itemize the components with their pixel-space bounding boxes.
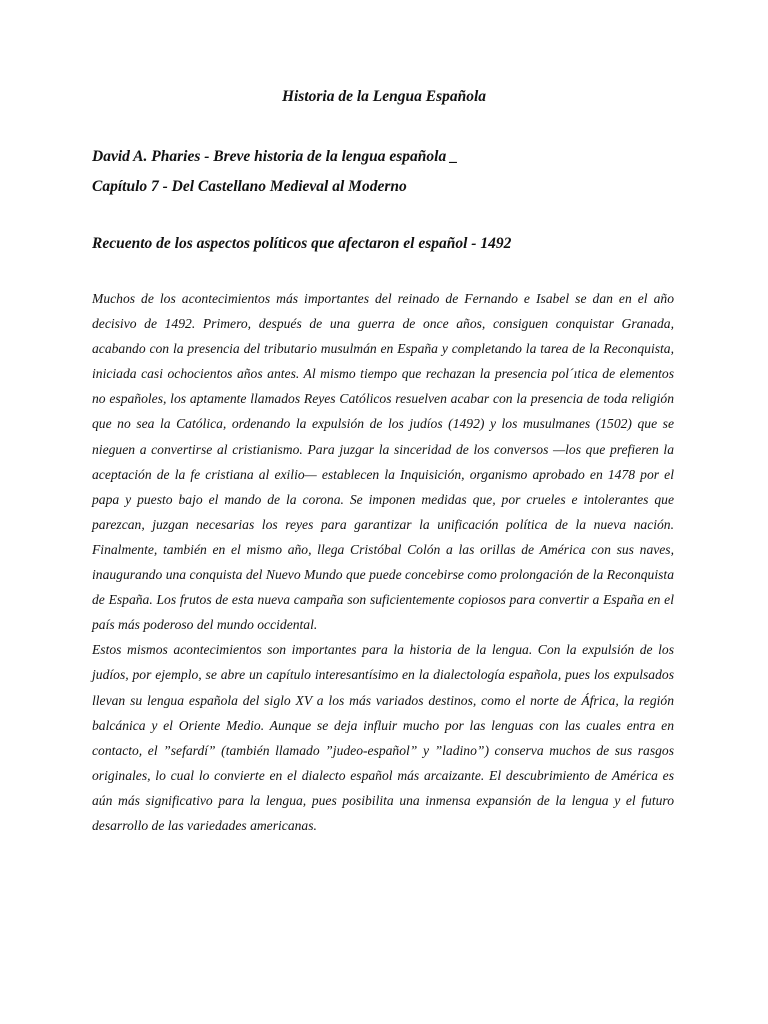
body-text	[92, 286, 674, 838]
document-title: Historia de la Lengua Española	[281, 88, 487, 105]
paragraph-1: Muchos de los acontecimientos más importantes del reinado de Fernando e Isabel se dan en el año decisivo de 1492. Primero, después de una guerra de once años, consiguen conquistar Granada, acabando con la presencia del tributario musulmán en España y completando la tarea de la Reconquista, iniciada casi ochocientos años antes. Al mismo tiempo que rechazan la presencia pol´ıtica de elementos no españoles, los aptamente llamados Reyes Católicos resuelven acabar con la presencia de toda religión que no sea la Católica, ordenando la expulsión de los judíos (1492) y los musulmanes (1502) que se nieguen a convertirse al cristianismo. Para juzgar la sinceridad de los conversos —los que prefieren la aceptación de la fe cristiana al exilio— establecen la Inquisición, organismo aprobado en 1478 por el papa y puesto bajo el mando de la corona. Se imponen medidas que, por crueles e intolerantes que parezcan, juzgan necesarias los reyes para garantizar la unificación política de la nueva nación. Finalmente, también en el mismo año, llega Cristóbal Colón a las orillas de América con sus naves, inaugurando una conquista del Nuevo Mundo que puede concebirse como prolongación de la Reconquista de España. Los frutos de esta nueva campaña son suficientemente copiosos para convertir a España en el país más poderoso del mundo occidental.	[92, 291, 674, 633]
chapter-line: Capítulo 7 - Del Castellano Medieval al Moderno	[92, 178, 407, 195]
section-heading: Recuento de los aspectos políticos que afectaron el español - 1492	[92, 235, 512, 252]
author-line: David A. Pharies - Breve historia de la lengua española _	[92, 148, 458, 165]
paragraph-2: Estos mismos acontecimientos son importantes para la historia de la lengua. Con la expulsión de los judíos, por ejemplo, se abre un capítulo interesantísimo en la dialectología española, pues los expulsados llevan su lengua española del siglo XV a los más variados destinos, como el norte de África, la región balcánica y el Oriente Medio. Aunque se deja influir mucho por las lenguas con las cuales entra en contacto, el ”sefardí” (también llamado ”judeo-español” y ”ladino”) conserva muchos de sus rasgos originales, lo cual lo convierte en el dialecto español más arcaizante. El descubrimiento de América es aún más significativo para la lengua, pues posibilita una inmensa expansión de la lengua y el futuro desarrollo de las variedades americanas.	[92, 642, 674, 833]
